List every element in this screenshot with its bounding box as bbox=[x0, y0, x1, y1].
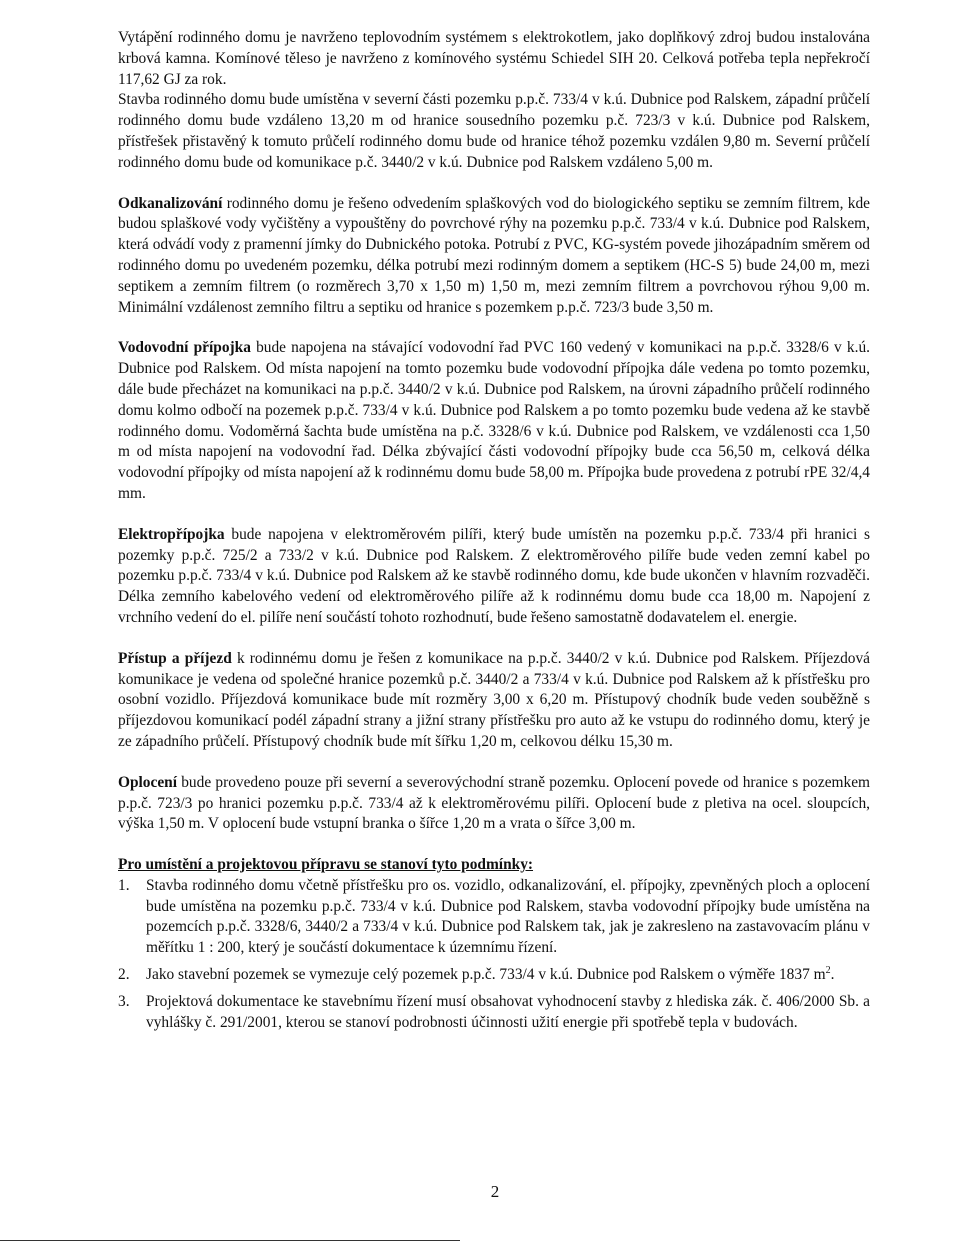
list-item-number: 1. bbox=[118, 876, 130, 894]
list-item bbox=[118, 876, 870, 959]
list-item-tail: . bbox=[830, 966, 835, 984]
conditions-heading: Pro umístění a projektovou přípravu se stanoví tyto podmínky: bbox=[118, 856, 534, 874]
list-item bbox=[118, 965, 870, 986]
sewage-title: Odkanalizování bbox=[118, 194, 223, 212]
access-text: k rodinnému domu je řešen z komunikace na p.p.č. 3440/2 v k.ú. Dubnice pod Ralskem. Příjezdová komunikace je vedena od společné hranice pozemků p.č. 3440/2 a 733/4 v k.ú. Dubnice pod Ralskem až k přístřešku pro osobní vozidlo. Příjezdová komunikace bude mít rozměry 3,00 x 6,20 m. Přístupový chodník bude veden souběžně s příjezdovou komunikací podél západní strany a jižní strany přístřešku pro auto až ke vstupu do rodinného domu, který je ze západního průčelí. Přístupový chodník bude mít šířku 1,20 m, celkovou délku 15,30 m. bbox=[118, 649, 870, 750]
water-title: Vodovodní přípojka bbox=[118, 339, 251, 357]
list-item-text: Projektová dokumentace ke stavebnímu řízení musí obsahovat vyhodnocení stavby z hlediska zák. č. 406/2000 Sb. a vyhlášky č. 291/2001, kterou se stanoví podrobnosti účinnosti užití energie při spotřebě tepla v budovách. bbox=[146, 992, 870, 1031]
electric-paragraph bbox=[118, 525, 870, 629]
access-title: Přístup a příjezd bbox=[118, 649, 232, 667]
fence-text: bude provedeno pouze při severní a severovýchodní straně pozemku. Oplocení povede od hranice s pozemkem p.p.č. 723/3 po hranici pozemku p.p.č. 733/4 až k elektroměrovému pilíři. Oplocení bude z pletiva na ocel. sloupcích, výška 1,50 m. V oplocení bude vstupní branka o šířce 1,20 m a vrata o šířce 3,00 m. bbox=[118, 773, 870, 833]
heating-text: Vytápění rodinného domu je navrženo teplovodním systémem s elektrokotlem, jako doplňkový zdroj budou instalována krbová kamna. Komínové těleso je navrženo z komínového systému Schiedel SIH 20. Celková potřeba tepla nepřekročí 117,62 GJ za rok. bbox=[118, 29, 870, 88]
fence-title: Oplocení bbox=[118, 773, 177, 791]
electric-title: Elektropřípojka bbox=[118, 525, 225, 543]
location-paragraph bbox=[118, 90, 870, 173]
list-item-number: 3. bbox=[118, 992, 130, 1010]
sewage-text: rodinného domu je řešeno odvedením splaškových vod do biologického septiku se zemním filtrem, kde budou splaškové vody vyčištěny a vypouštěny do povrchové rýhy na pozemku p.p.č. 733/4 v k.ú. Dubnice pod Ralskem, která odvádí vody z pramenní jímky do Dubnického potoka. Potrubí z PVC, KG-systém povede jihozápadním směrem od rodinného domu po uvedeném pozemku, délka potrubí mezi rodinným domem a septikem (HC-S 5) bude 24,00 m, mezi septikem a zemním filtrem (o rozměrech 3,70 x 1,50 m) 1,50 m, mezi zemním filtrem a povrchovou rýhou 9,00 m. Minimální vzdálenost zemního filtru a septiku od hranice s pozemkem p.p.č. 723/3 bude 3,50 m. bbox=[118, 194, 870, 316]
water-text: bude napojena na stávající vodovodní řad PVC 160 vedený v komunikaci na p.p.č. 3328/6 v k.ú. Dubnice pod Ralskem. Od místa napojení na tomto pozemku bude vodovodní přípojka dále vedena po tomto pozemku, dále bude přecházet na komunikaci na p.p.č. 3440/2 v k.ú. Dubnice pod Ralskem, na úrovni západního průčelí rodinného domu kolmo odbočí na pozemek p.p.č. 733/4 v k.ú. Dubnice pod Ralskem a po tomto pozemku bude vedena až ke stavbě rodinného domu. Vodoměrná šachta bude umístěna na p.č. 3328/6 v k.ú. Dubnice pod Ralskem, ve vzdálenosti cca 1,50 m od místa napojení na vodovodní řad. Délka zbývající části vodovodní přípojky bude cca 56,50 m, celková délka vodovodní přípojky od místa napojení až k rodinnému domu bude 58,00 m. Přípojka bude provedena z potrubí rPE 32/4,4 mm. bbox=[118, 339, 870, 502]
fence-paragraph bbox=[118, 773, 870, 835]
list-item-text: Jako stavební pozemek se vymezuje celý pozemek p.p.č. 733/4 v k.ú. Dubnice pod Ralskem o výměře 1837 m bbox=[146, 966, 826, 984]
conditions-list bbox=[118, 876, 870, 1034]
superscript: 2 bbox=[825, 964, 831, 976]
water-paragraph bbox=[118, 338, 870, 504]
footer-divider bbox=[0, 1240, 460, 1241]
page-number: 2 bbox=[490, 1182, 500, 1201]
electric-text: bude napojena v elektroměrovém pilíři, který bude umístěn na pozemku p.p.č. 733/4 při hranici s pozemky p.p.č. 725/2 a 733/2 v k.ú. Dubnice pod Ralskem. Z elektroměrového pilíře bude veden zemní kabel po pozemku p.p.č. 733/4 v k.ú. Dubnice pod Ralskem až ke stavbě rodinného domu, kde bude ukončen v hlavním rozvaděči. Délka zemního kabelového vedení od elektroměrového pilíře až k rodinnému domu bude cca 18,00 m. Napojení z vrchního vedení do el. pilíře není součástí tohoto rozhodnutí, bude řešeno samostatně dodavatelem el. energie. bbox=[118, 525, 870, 626]
sewage-paragraph bbox=[118, 194, 870, 319]
list-item-text: Stavba rodinného domu včetně přístřešku pro os. vozidlo, odkanalizování, el. přípojky, zpevněných ploch a oplocení bude umístěna na pozemku p.p.č. 733/4 v k.ú. Dubnice pod Ralskem, stavba vodovodní přípojky bude umístěna na pozemcích p.p.č. 3328/6, 3440/2 a 733/4 v k.ú. Dubnice pod Ralskem tak, jak je zakresleno na zastavovacím plánu v měřítku 1 : 200, který je součástí dokumentace k územnímu řízení. bbox=[146, 876, 870, 957]
location-text: Stavba rodinného domu bude umístěna v severní části pozemku p.p.č. 733/4 v k.ú. Dubnice pod Ralskem, západní průčelí rodinného domu bude vzdáleno 13,20 m od hranice sousedního pozemku p.č. 723/3 v k.ú. Dubnice pod Ralskem, přístřešek přistavěný k tomuto průčelí rodinného domu bude od hranice téhož pozemku vzdálen 9,80 m. Severní průčelí rodinného domu bude od komunikace p.č. 3440/2 v k.ú. Dubnice pod Ralskem vzdáleno 5,00 m. bbox=[118, 91, 870, 171]
list-item-number: 2. bbox=[118, 966, 130, 984]
list-item bbox=[118, 992, 870, 1034]
document-page bbox=[118, 28, 870, 1039]
access-paragraph bbox=[118, 649, 870, 753]
heating-paragraph bbox=[118, 28, 870, 90]
